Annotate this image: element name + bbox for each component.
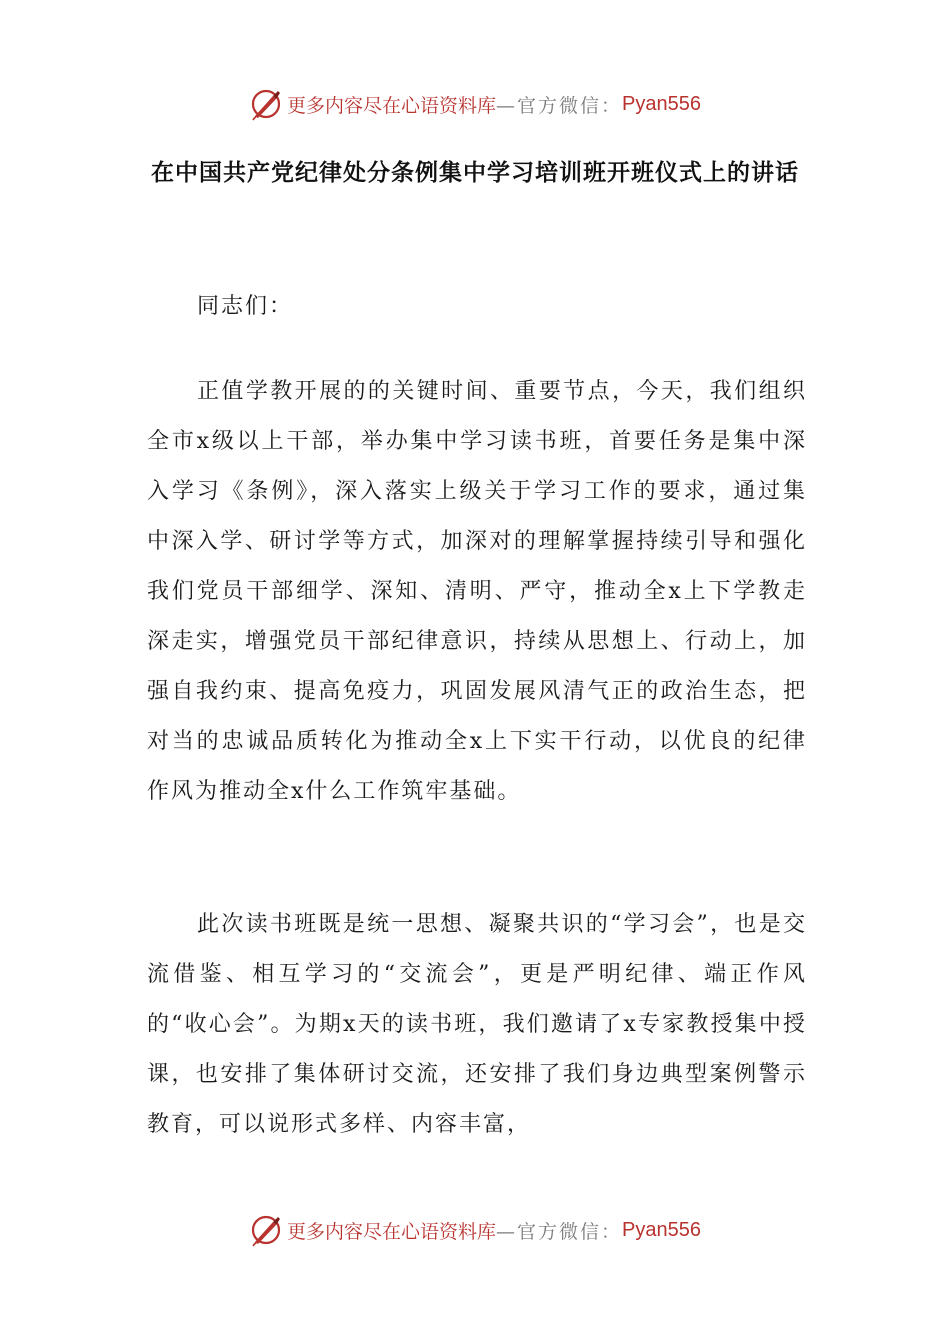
banner-gray-text: —官方微信：	[496, 94, 623, 117]
banner-red-text: 更多内容尽在心语资料库	[287, 94, 497, 117]
footer-watermark-banner	[0, 1210, 950, 1250]
header-watermark-banner	[0, 84, 950, 124]
pen-logo-icon	[249, 1213, 283, 1247]
document-title: 在中国共产党纪律处分条例集中学习培训班开班仪式上的讲话	[151, 160, 799, 186]
banner-wechat-id: Pyan556	[622, 92, 701, 115]
banner-red-text: 更多内容尽在心语资料库	[287, 1220, 497, 1243]
pen-logo-icon	[249, 87, 283, 121]
banner-gray-text: —官方微信：	[496, 1220, 623, 1243]
paragraph-1: 正值学教开展的的关键时间、重要节点，今天，我们组织全市x级以上干部，举办集中学习读书班，首要任务是集中深入学习《条例》，深入落实上级关于学习工作的要求，通过集中深入学、研讨学等方式，加深对的理解掌握持续引导和强化我们党员干部细学、深知、清明、严守，推动全x上下学教走深走实，增强党员干部纪律意识，持续从思想上、行动上，加强自我约束、提高免疫力，巩固发展风清气正的政治生态，把对当的忠诚品质转化为推动全x上下实干行动，以优良的纪律作风为推动全x什么工作筑牢基础。	[147, 379, 807, 804]
banner-wechat-id: Pyan556	[622, 1218, 701, 1241]
paragraph-2: 此次读书班既是统一思想、凝聚共识的“学习会”，也是交流借鉴、相互学习的“交流会”，更是严明纪律、端正作风的“收心会”。为期x天的读书班，我们邀请了x专家教授集中授课，也安排了集体研讨交流，还安排了我们身边典型案例警示教育，可以说形式多样、内容丰富，	[147, 912, 807, 1137]
salutation: 同志们：	[197, 294, 294, 319]
